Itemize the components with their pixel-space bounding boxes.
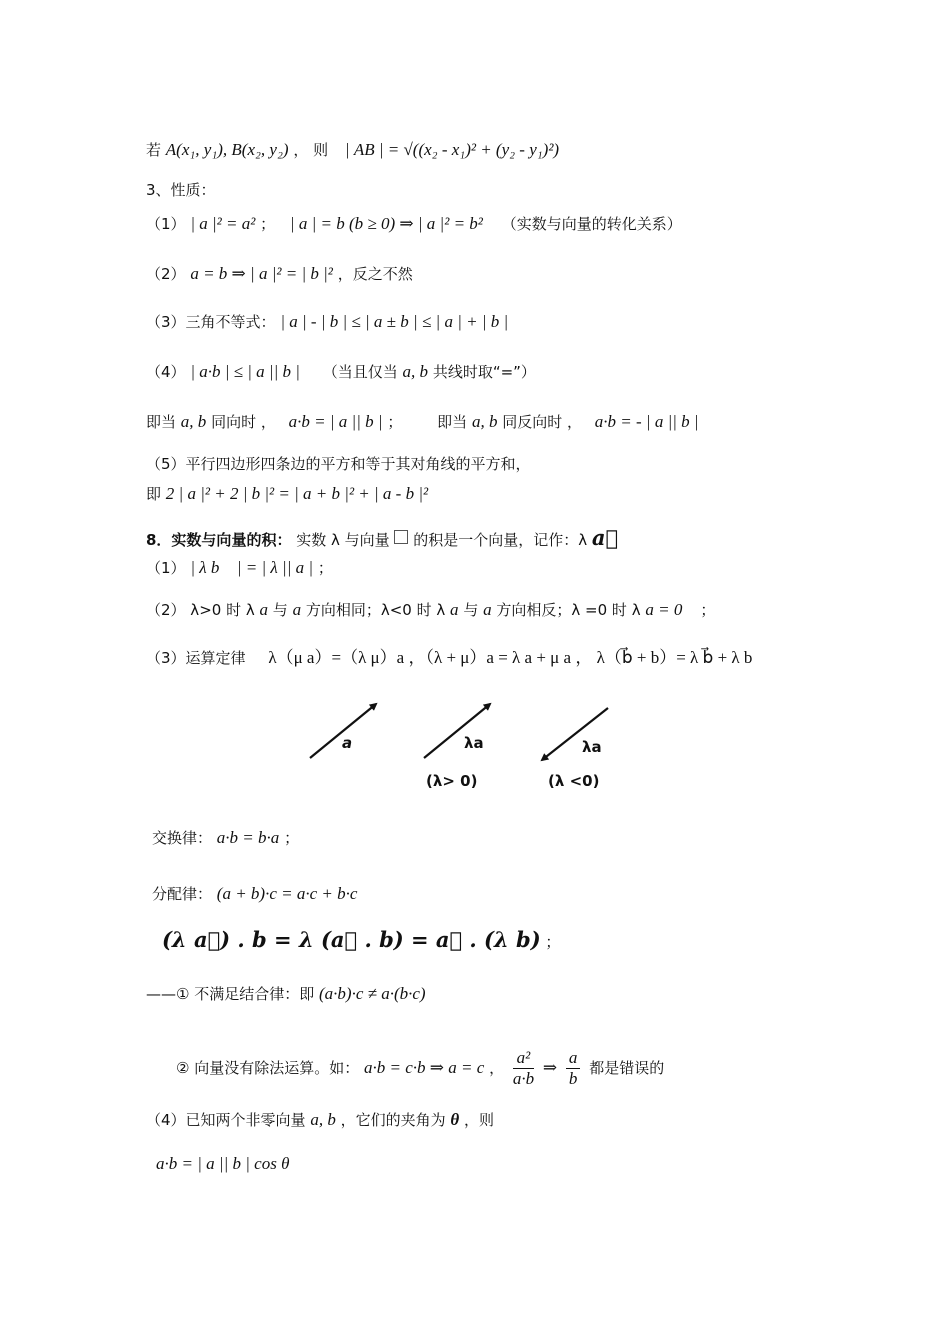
text: 即当 (146, 413, 177, 431)
text: 的积是一个向量，记作：λ (413, 531, 588, 549)
section-heading-properties (146, 178, 216, 202)
text: （5）平行四边形四条边的平方和等于其对角线的平方和， (146, 455, 531, 473)
text: 与 (463, 601, 479, 619)
angle-definition-line (146, 1108, 494, 1132)
formula: | a | = b (b ≥ 0) ⇒ | a |² = b² (289, 214, 483, 233)
formula: a (450, 600, 459, 619)
label-a: a (342, 734, 353, 752)
scalar-rule-2-line (146, 598, 715, 622)
no-division-line (176, 1048, 664, 1089)
text: 都是错误的 (589, 1059, 665, 1077)
formula: a·b = c·b ⇒ a = c (364, 1058, 485, 1077)
text: ，则 (464, 1111, 495, 1129)
fraction-denominator: a·b (512, 1069, 535, 1088)
text: （2） λ>0 时 λ (146, 601, 255, 619)
text: （3）三角不等式： (146, 313, 276, 331)
text: ，它们的夹角为 (340, 1111, 446, 1129)
missing-glyph-icon (394, 530, 408, 544)
text: （实数与向量的转化关系） (501, 215, 682, 233)
fraction (513, 1048, 534, 1089)
formula: | λ b⃗ | = | λ || a | (190, 558, 314, 577)
scalar-rule-1-line (146, 556, 333, 580)
text: （4）已知两个非零向量 (146, 1111, 306, 1129)
commutative-law-line (152, 826, 299, 850)
formula: a, b (310, 1110, 336, 1129)
fraction (566, 1048, 581, 1089)
not-associative-line (146, 982, 426, 1006)
formula: (a·b)·c ≠ a·(b·c) (319, 984, 426, 1003)
text: ，反之不然 (337, 265, 413, 283)
scalar-product-heading (146, 526, 618, 552)
formula: a·b = - | a || b | (594, 412, 699, 431)
formula: a, b (402, 362, 429, 381)
text: 分配律： (152, 885, 213, 903)
scalar-associative-line (162, 928, 560, 954)
property-3-line (146, 310, 508, 334)
fraction-numerator: a (566, 1048, 581, 1069)
text: 与 (272, 601, 288, 619)
formula: a, b (471, 412, 498, 431)
text: 3、性质： (146, 181, 216, 199)
text: 方向相同；λ<0 时 λ (305, 601, 446, 619)
formula: a·b = b·a (216, 828, 280, 847)
text: 实数 λ 与向量 (296, 531, 390, 549)
distance-formula-line (146, 138, 559, 162)
caption-lambda-negative: (λ <0) (548, 772, 600, 790)
label-lambda-a: λa (464, 734, 484, 752)
fraction-numerator: a² (513, 1048, 534, 1069)
vector-figure (300, 690, 640, 804)
text: 共线时取“=”） (432, 363, 536, 381)
text: （当且仅当 (322, 363, 398, 381)
heading-text: 8．实数与向量的积： (146, 531, 292, 549)
formula: a·b = | a || b | (288, 412, 383, 431)
text: （2） (146, 265, 186, 283)
property-1-line (146, 212, 682, 236)
text: ； (284, 829, 300, 847)
formula: a·b = | a || b | cos θ (156, 1154, 290, 1173)
formula: A(x₁, y₁), B(x₂, y₂) (165, 140, 289, 159)
text: ， 则 (293, 141, 329, 159)
formula: a, b (180, 412, 207, 431)
property-2-line (146, 262, 413, 286)
formula: | AB | = √((x₂ - x₁)² + (y₂ - y₁)²) (344, 140, 560, 159)
text: （1） (146, 559, 186, 577)
text: （1） (146, 215, 186, 233)
text: ； (545, 933, 561, 951)
text: ； (387, 413, 403, 431)
formula: a (483, 600, 492, 619)
text: （4） (146, 363, 186, 381)
parallelogram-formula-line (146, 482, 428, 506)
text: 若 (146, 141, 162, 159)
text: 方向相反；λ =0 时 λ (496, 601, 641, 619)
fraction-denominator: b (568, 1069, 578, 1088)
formula: θ (450, 1110, 460, 1129)
text: 交换律： (152, 829, 213, 847)
formula: | a·b | ≤ | a || b | (190, 362, 300, 381)
dot-product-formula-line (156, 1152, 289, 1176)
caption-lambda-positive: (λ> 0) (426, 772, 478, 790)
formula: a⃗ (591, 525, 619, 550)
formula: | a |² = a² (190, 214, 256, 233)
text: ， (489, 1059, 505, 1077)
formula: (a + b)·c = a·c + b·c (216, 884, 358, 903)
text: ——① 不满足结合律：即 (146, 985, 315, 1003)
text: 即 (146, 485, 162, 503)
formula: (λ a⃗) . b = λ (a⃗ . b) = a⃗ . (λ b) (162, 927, 541, 952)
property-4-line (146, 360, 536, 384)
formula: a = b ⇒ | a |² = | b |² (190, 264, 333, 283)
property-5-line (146, 452, 531, 476)
distributive-law-line (152, 882, 357, 906)
text: ； (260, 215, 276, 233)
text: 即当 (437, 413, 468, 431)
same-direction-line (146, 410, 699, 434)
text: ； (700, 601, 716, 619)
label-lambda-a: λa (582, 738, 602, 756)
scalar-rule-3-line (146, 646, 752, 670)
formula: a = 0⃗ (645, 600, 696, 619)
formula: a (292, 600, 302, 619)
formula: λ（μ a）=（λ μ）a ，（λ + μ）a = λ a + μ a ， λ（b⃗ + b）= λ b⃗ + λ b (268, 648, 753, 667)
text: 同反向时 ， (502, 413, 582, 431)
text: ② 向量没有除法运算。如： (176, 1059, 360, 1077)
text: （3）运算定律 (146, 649, 246, 667)
formula: | a | - | b | ≤ | a ± b | ≤ | a | + | b | (280, 312, 509, 331)
formula: a (259, 600, 268, 619)
text: ； (317, 559, 333, 577)
implies-arrow: ⇒ (542, 1058, 558, 1077)
formula: 2 | a |² + 2 | b |² = | a + b |² + | a - b |² (165, 484, 429, 503)
text: 同向时 ， (211, 413, 276, 431)
